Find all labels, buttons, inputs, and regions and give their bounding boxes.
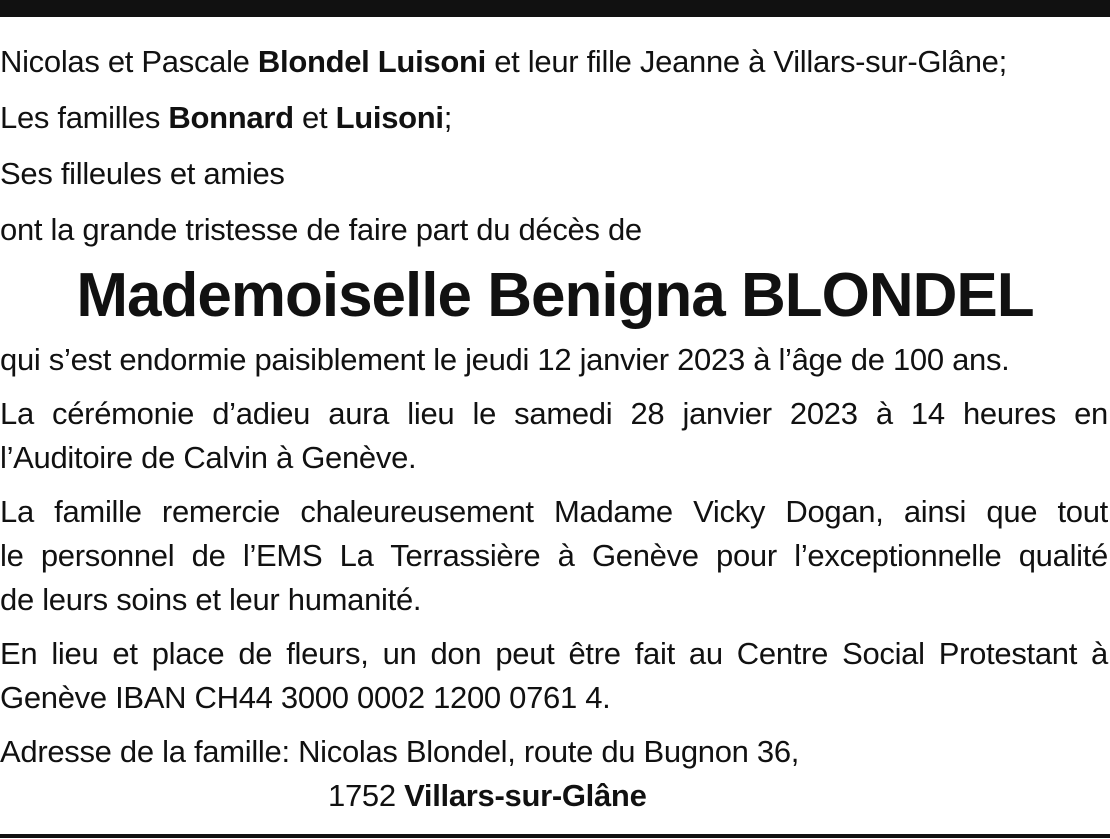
family-surname: Blondel Luisoni — [257, 44, 486, 79]
family-line-godchildren: Ses filleules et amies — [0, 156, 285, 191]
ceremony-line: La cérémonie d’adieu aura lieu le samedi 28 janvier 2023 à 14 heures en — [0, 396, 1108, 431]
obituary-notice — [0, 40, 1110, 818]
address-city: Villars-sur-Glâne — [404, 778, 647, 813]
address-postcode: 1752 — [328, 778, 405, 813]
thanks-paragraph — [0, 490, 1110, 622]
deceased-name-heading: Mademoiselle Benigna BLONDEL — [76, 261, 1034, 330]
death-statement — [0, 338, 1110, 382]
family-line-text: Les familles — [0, 100, 169, 135]
family-line-text: et leur fille Jeanne à Villars-sur-Glâne; — [485, 44, 1007, 79]
death-statement-text: qui s’est endormie paisiblement le jeudi 12 janvier 2023 à l’âge de 100 ans. — [0, 342, 1010, 377]
bottom-border-rule — [0, 834, 1110, 838]
address-line: Adresse de la famille: Nicolas Blondel, route du Bugnon 36, — [0, 734, 800, 769]
thanks-line: le personnel de l’EMS La Terrassière à Genève pour l’exceptionnelle qualité — [0, 538, 1108, 573]
family-line-text: Nicolas et Pascale — [0, 44, 258, 79]
family-address — [0, 730, 1110, 818]
donation-line: En lieu et place de fleurs, un don peut être fait au Centre Social Protestant à — [0, 636, 1108, 671]
family-line-text: et — [293, 100, 336, 135]
address-city-line — [0, 774, 1110, 818]
ceremony-line: l’Auditoire de Calvin à Genève. — [0, 440, 417, 475]
donation-line: Genève IBAN CH44 3000 0002 1200 0761 4. — [0, 680, 611, 715]
donation-paragraph — [0, 632, 1110, 720]
family-line-text: ; — [443, 100, 453, 135]
announcement-line: ont la grande tristesse de faire part du décès de — [0, 212, 642, 247]
thanks-line: de leurs soins et leur humanité. — [0, 582, 422, 617]
family-line-families — [0, 96, 1110, 140]
family-surname: Luisoni — [335, 100, 444, 135]
top-border-rule — [0, 0, 1110, 17]
family-surname: Bonnard — [168, 100, 294, 135]
ceremony-paragraph — [0, 392, 1110, 480]
thanks-line: La famille remercie chaleureusement Madame Vicky Dogan, ainsi que tout — [0, 494, 1108, 529]
family-line-parents — [0, 40, 1110, 84]
